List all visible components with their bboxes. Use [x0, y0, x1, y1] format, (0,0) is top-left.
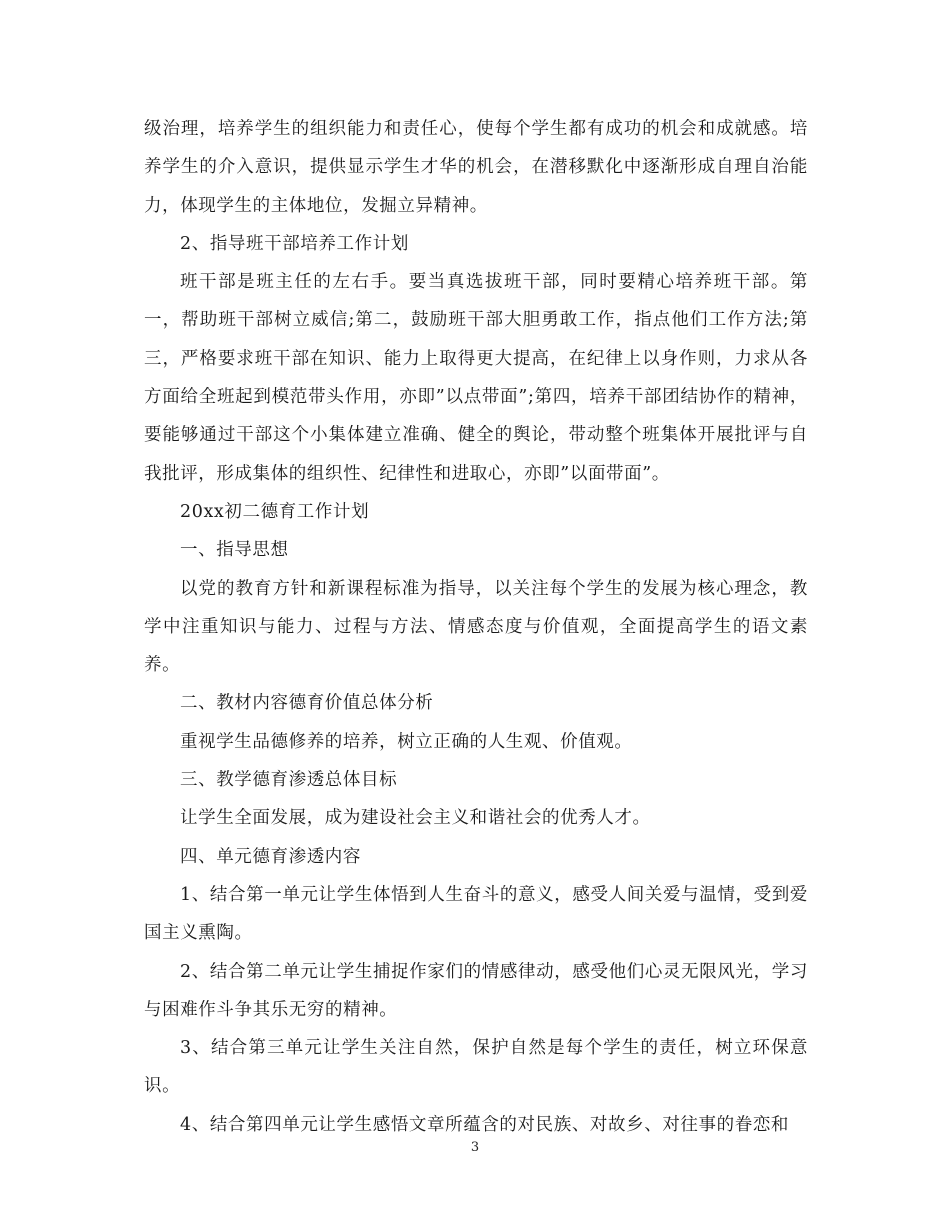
paragraph-guiding-ideology: 以党的教育方针和新课程标准为指导，以关注每个学生的发展为核心理念，教学中注重知识与能力、过程与方法、情感态度与价值观，全面提高学生的语文素养。 — [144, 578, 808, 676]
page-number: 3 — [470, 1140, 480, 1155]
heading-material-analysis: 二、教材内容德育价值总体分析 — [180, 693, 434, 714]
heading-class-cadre-plan: 2、指导班干部培养工作计划 — [180, 233, 409, 254]
section-title-moral-plan: 20xx初二德育工作计划 — [180, 501, 370, 522]
heading-guiding-ideology: 一、指导思想 — [180, 540, 289, 561]
paragraph-overall-goal: 让学生全面发展，成为建设社会主义和谐社会的优秀人才。 — [180, 808, 651, 829]
list-item-unit-3: 3、结合第三单元让学生关注自然，保护自然是每个学生的责任，树立环保意识。 — [144, 1038, 808, 1097]
paragraph-material-analysis: 重视学生品德修养的培养，树立正确的人生观、价值观。 — [180, 731, 633, 752]
paragraph-1: 级治理，培养学生的组织能力和责任心，使每个学生都有成功的机会和成就感。培养学生的介入意识，提供显示学生才华的机会，在潜移默化中逐渐形成自理自治能力，体现学生的主体地位，发掘立异精神。 — [144, 119, 808, 216]
list-item-unit-2: 2、结合第二单元让学生捕捉作家们的情感律动，感受他们心灵无限风光，学习与困难作斗争其乐无穷的精神。 — [144, 961, 808, 1020]
list-item-unit-4: 4、结合第四单元让学生感悟文章所蕴含的对民族、对故乡、对往事的眷恋和 — [180, 1114, 790, 1135]
heading-unit-content: 四、单元德育渗透内容 — [180, 846, 361, 867]
list-item-unit-1: 1、结合第一单元让学生体悟到人生奋斗的意义，感受人间关爱与温情，受到爱国主义熏陶。 — [144, 884, 808, 944]
paragraph-class-cadre: 班干部是班主任的左右手。要当真选拔班干部，同时要精心培养班干部。第一，帮助班干部树立威信;第二，鼓励班干部大胆勇敢工作，指点他们工作方法;第三，严格要求班干部在知识、能力上取得更大提高，在纪律上以身作则，力求从各方面给全班起到模范带头作用，亦即”以点带面”;第四，培养干部团结协作的精神，要能够通过干部这个小集体建立准确、健全的舆论，带动整个班集体开展批评与自我批评，形成集体的组织性、纪律性和进取心，亦即”以面带面”。 — [144, 272, 808, 484]
document-body — [144, 110, 808, 1144]
heading-overall-goal: 三、教学德育渗透总体目标 — [180, 770, 398, 791]
